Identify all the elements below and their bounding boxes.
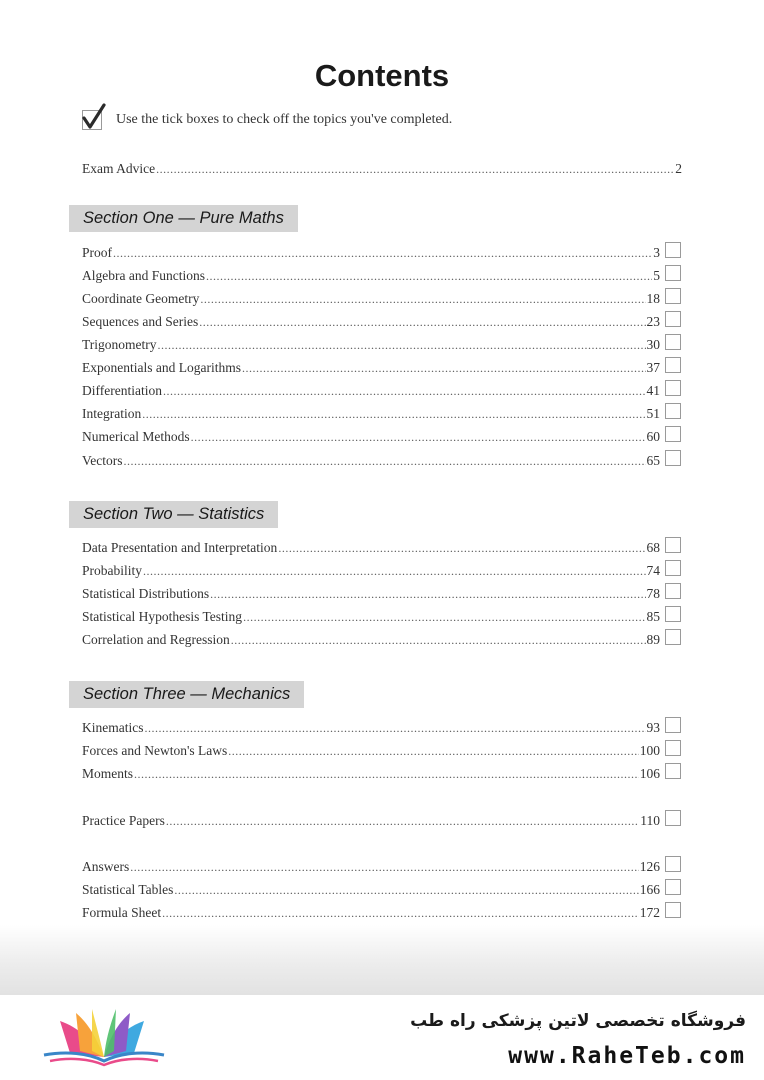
toc-entry[interactable] <box>82 264 660 284</box>
tick-box[interactable] <box>665 403 681 419</box>
toc-entry-page: 106 <box>639 766 660 781</box>
section-header-mechanics: Section Three — Mechanics <box>69 681 304 708</box>
instruction-row <box>82 107 452 133</box>
tick-box[interactable] <box>665 265 681 281</box>
toc-entry-exam-advice[interactable] <box>82 157 682 177</box>
toc-entry-page: 172 <box>639 905 660 920</box>
section-header-pure-maths: Section One — Pure Maths <box>69 205 298 232</box>
toc-entry-page: 126 <box>639 859 660 874</box>
toc-entry[interactable] <box>82 628 660 648</box>
toc-entry-page: 110 <box>640 813 660 828</box>
leader-dots <box>142 406 645 422</box>
page-title: Contents <box>314 58 450 93</box>
toc-entry-label: Statistical Distributions <box>82 586 210 601</box>
toc-entry-page: 93 <box>646 720 660 735</box>
toc-entry-page: 60 <box>646 429 660 444</box>
leader-dots <box>278 540 645 556</box>
leader-dots <box>163 383 646 399</box>
toc-entry-label: Algebra and Functions <box>82 268 205 283</box>
leader-dots <box>130 859 639 875</box>
toc-entry-page: 51 <box>646 406 660 421</box>
leader-dots <box>143 563 646 579</box>
leader-dots <box>200 291 645 307</box>
check-icon <box>82 110 102 130</box>
leader-dots <box>124 453 646 469</box>
toc-entry[interactable] <box>82 536 660 556</box>
toc-entry-page: 5 <box>653 268 660 283</box>
section-header-statistics: Section Two — Statistics <box>69 501 278 528</box>
toc-entry-page: 23 <box>646 314 660 329</box>
leader-dots <box>162 905 639 921</box>
shop-url[interactable]: www.RaheTeb.com <box>508 1043 746 1069</box>
toc-entry-page: 41 <box>646 383 660 398</box>
leader-dots <box>174 882 638 898</box>
toc-entry[interactable] <box>82 855 660 875</box>
shop-name: فروشگاه تخصصی لاتین پزشکی راه طب <box>410 1011 746 1031</box>
tick-box[interactable] <box>665 606 681 622</box>
toc-entry[interactable] <box>82 356 660 376</box>
tick-box[interactable] <box>665 717 681 733</box>
leader-dots <box>199 314 645 330</box>
toc-entry-label: Answers <box>82 859 130 874</box>
toc-entry-label: Correlation and Regression <box>82 632 230 647</box>
toc-entry-page: 30 <box>646 337 660 352</box>
toc-entry-page: 2 <box>675 161 682 176</box>
toc-entry[interactable] <box>82 379 660 399</box>
toc-entry[interactable] <box>82 901 660 921</box>
toc-entry-label: Formula Sheet <box>82 905 162 920</box>
tick-box[interactable] <box>665 357 681 373</box>
leader-dots <box>166 813 639 829</box>
open-book-logo-icon <box>40 1007 170 1074</box>
tick-box[interactable] <box>665 334 681 350</box>
toc-entry-label: Exponentials and Logarithms <box>82 360 241 375</box>
tick-box[interactable] <box>665 902 681 918</box>
leader-dots <box>243 609 645 625</box>
toc-entry-page: 74 <box>646 563 660 578</box>
toc-entry-page: 166 <box>639 882 660 897</box>
leader-dots <box>113 245 652 261</box>
tick-box[interactable] <box>665 856 681 872</box>
toc-entry-page: 100 <box>639 743 660 758</box>
toc-entry-label: Proof <box>82 245 112 260</box>
tick-box[interactable] <box>665 380 681 396</box>
toc-entry[interactable] <box>82 241 660 261</box>
leader-dots <box>242 360 646 376</box>
toc-entry-label: Differentiation <box>82 383 162 398</box>
toc-entry-label: Statistical Tables <box>82 882 174 897</box>
tick-box[interactable] <box>665 242 681 258</box>
toc-entry-page: 65 <box>646 453 660 468</box>
toc-entry-label: Trigonometry <box>82 337 157 352</box>
toc-entry-page: 89 <box>646 632 660 647</box>
leader-dots <box>158 337 646 353</box>
toc-entry-label: Probability <box>82 563 142 578</box>
leader-dots <box>134 766 639 782</box>
leader-dots <box>156 161 674 177</box>
toc-entry[interactable] <box>82 739 660 759</box>
leader-dots <box>228 743 638 759</box>
toc-entry[interactable] <box>82 605 660 625</box>
toc-entry-label: Kinematics <box>82 720 144 735</box>
toc-entry-label: Data Presentation and Interpretation <box>82 540 278 555</box>
toc-entry[interactable] <box>82 310 660 330</box>
toc-entry-page: 85 <box>646 609 660 624</box>
toc-entry[interactable] <box>82 582 660 602</box>
toc-entry-page: 18 <box>646 291 660 306</box>
toc-entry-label: Numerical Methods <box>82 429 190 444</box>
leader-dots <box>231 632 646 648</box>
toc-entry-label: Forces and Newton's Laws <box>82 743 228 758</box>
toc-entry[interactable] <box>82 402 660 422</box>
toc-entry[interactable] <box>82 559 660 579</box>
tick-box[interactable] <box>665 560 681 576</box>
tick-box[interactable] <box>665 879 681 895</box>
tick-box[interactable] <box>665 583 681 599</box>
toc-entry-label: Integration <box>82 406 142 421</box>
toc-entry[interactable] <box>82 425 660 445</box>
toc-entry[interactable] <box>82 716 660 736</box>
toc-entry-page: 3 <box>653 245 660 260</box>
tick-box[interactable] <box>665 629 681 645</box>
toc-entry-label: Moments <box>82 766 134 781</box>
tick-box[interactable] <box>665 763 681 779</box>
toc-entry-label: Coordinate Geometry <box>82 291 200 306</box>
toc-entry-practice-papers[interactable] <box>82 809 660 829</box>
leader-dots <box>206 268 652 284</box>
toc-entry-label: Vectors <box>82 453 123 468</box>
tick-box[interactable] <box>665 537 681 553</box>
leader-dots <box>144 720 645 736</box>
toc-entry[interactable] <box>82 333 660 353</box>
toc-entry[interactable] <box>82 449 660 469</box>
toc-entry[interactable] <box>82 287 660 307</box>
tick-box[interactable] <box>665 311 681 327</box>
leader-dots <box>191 429 646 445</box>
instruction-text: Use the tick boxes to check off the topics you've completed. <box>116 112 453 127</box>
toc-entry[interactable] <box>82 762 660 782</box>
tick-box[interactable] <box>665 810 681 826</box>
toc-entry-label: Sequences and Series <box>82 314 199 329</box>
toc-entry[interactable] <box>82 878 660 898</box>
toc-entry-page: 68 <box>646 540 660 555</box>
toc-entry-label: Exam Advice <box>82 161 156 176</box>
toc-entry-page: 78 <box>646 586 660 601</box>
leader-dots <box>210 586 645 602</box>
tick-box[interactable] <box>665 450 681 466</box>
toc-entry-label: Statistical Hypothesis Testing <box>82 609 243 624</box>
tick-box[interactable] <box>665 426 681 442</box>
toc-entry-page: 37 <box>646 360 660 375</box>
toc-entry-label: Practice Papers <box>82 813 165 828</box>
tick-box[interactable] <box>665 288 681 304</box>
tick-box[interactable] <box>665 740 681 756</box>
shop-banner <box>0 995 764 1080</box>
